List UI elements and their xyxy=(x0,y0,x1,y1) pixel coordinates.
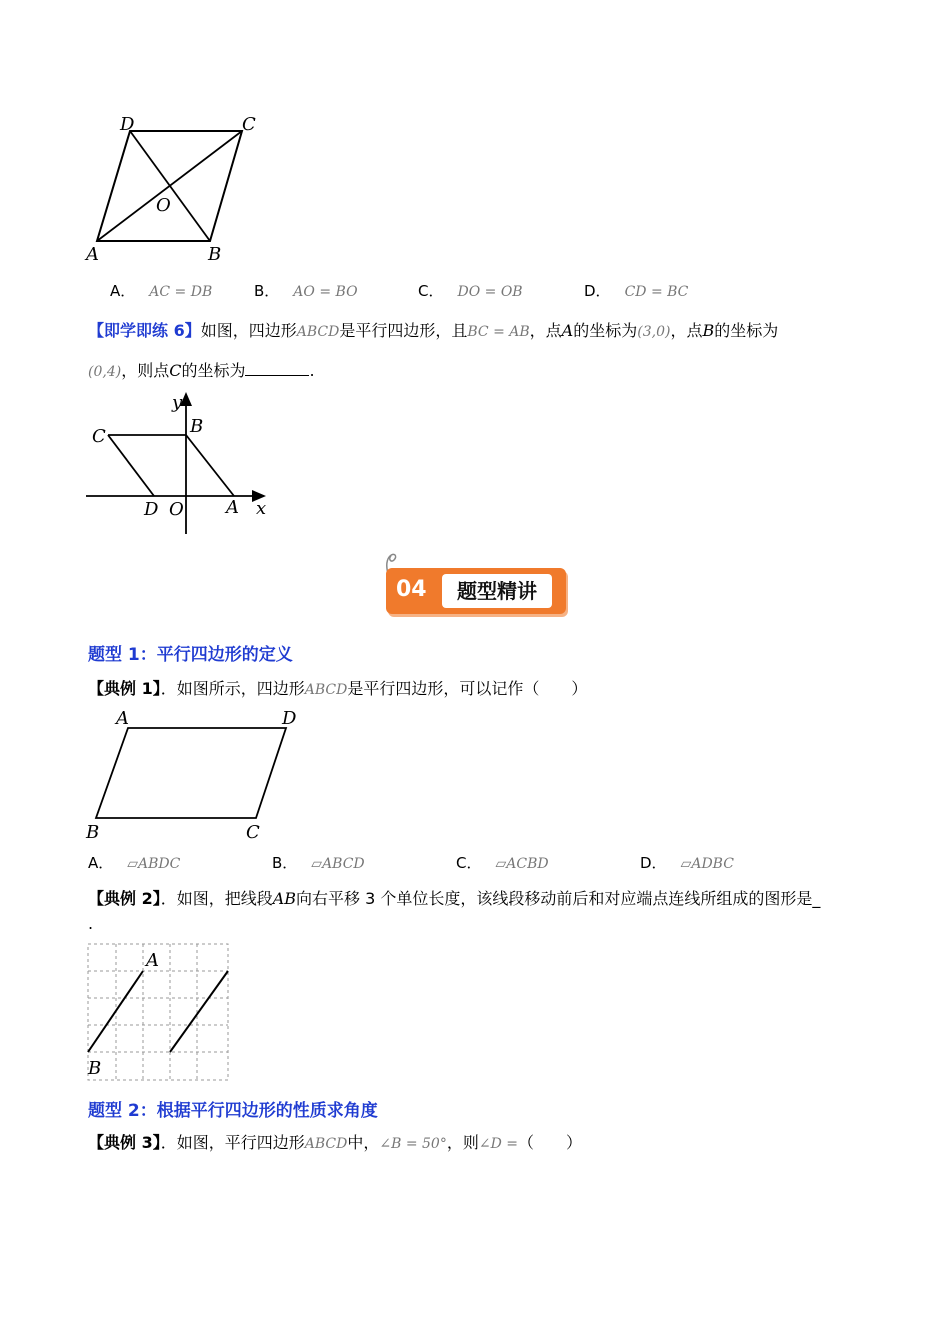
practice6-tag: 【即学即练 6】 xyxy=(88,321,201,340)
ex1-option-a[interactable]: A． ▱ABDC xyxy=(88,854,181,872)
figure-coordinate-parallelogram xyxy=(80,388,280,538)
label-B: B xyxy=(208,244,222,265)
example3-question: 【典例 3】．如图，平行四边形ABCD中，∠B = 50°，则∠D =（ ） xyxy=(88,1133,582,1152)
section-title: 题型精讲 xyxy=(442,574,552,608)
label-B: B xyxy=(86,822,100,843)
label-A: A xyxy=(116,708,129,729)
label-C: C xyxy=(242,114,256,135)
label-A: A xyxy=(226,497,239,518)
label-A: A xyxy=(146,950,159,971)
label-B: B xyxy=(190,416,204,437)
example1-tag: 【典例 1】 xyxy=(88,679,161,698)
type1-heading: 题型 1：平行四边形的定义 xyxy=(88,645,293,665)
example2-tag: 【典例 2】 xyxy=(88,889,161,908)
label-A: A xyxy=(86,244,99,265)
figure-rhombus xyxy=(80,110,280,270)
label-C: C xyxy=(92,426,106,447)
axis-y-label: y xyxy=(172,392,183,413)
section-number: 04 xyxy=(396,577,427,602)
label-D: D xyxy=(120,114,135,135)
example2-question-end: . xyxy=(88,914,94,933)
ex1-option-d[interactable]: D． ▱ADBC xyxy=(640,854,734,872)
ex1-option-c[interactable]: C． ▱ACBD xyxy=(456,854,549,872)
label-B: B xyxy=(88,1058,102,1079)
answer-blank[interactable] xyxy=(245,374,309,376)
section-badge xyxy=(386,568,566,614)
option-d[interactable]: D． CD = BC xyxy=(584,282,689,300)
figure-parallelogram xyxy=(84,704,314,844)
example3-tag: 【典例 3】 xyxy=(88,1133,161,1152)
label-O: O xyxy=(169,499,184,520)
practice6-line1: 【即学即练 6】如图，四边形ABCD是平行四边形，且BC = AB，点A的坐标为(3,0)，点B的坐标为 xyxy=(88,321,779,340)
type2-heading: 题型 2：根据平行四边形的性质求角度 xyxy=(88,1101,378,1121)
option-a[interactable]: A． AC = DB xyxy=(110,282,213,300)
axis-x-label: x xyxy=(256,498,267,519)
example1-question: 【典例 1】．如图所示，四边形ABCD是平行四边形，可以记作（ ） xyxy=(88,679,588,698)
label-C: C xyxy=(246,822,260,843)
option-c[interactable]: C． DO = OB xyxy=(418,282,523,300)
practice6-line2: (0,4)，则点C的坐标为 . xyxy=(88,361,315,380)
figure-grid-translation xyxy=(84,940,232,1084)
ex1-option-b[interactable]: B． ▱ABCD xyxy=(272,854,365,872)
label-D: D xyxy=(282,708,297,729)
example2-question: 【典例 2】．如图，把线段AB向右平移 3 个单位长度，该线段移动前后和对应端点连线所组成的图形是_ xyxy=(88,889,821,908)
option-b[interactable]: B． AO = BO xyxy=(254,282,358,300)
label-D: D xyxy=(144,499,159,520)
label-O: O xyxy=(156,195,171,216)
